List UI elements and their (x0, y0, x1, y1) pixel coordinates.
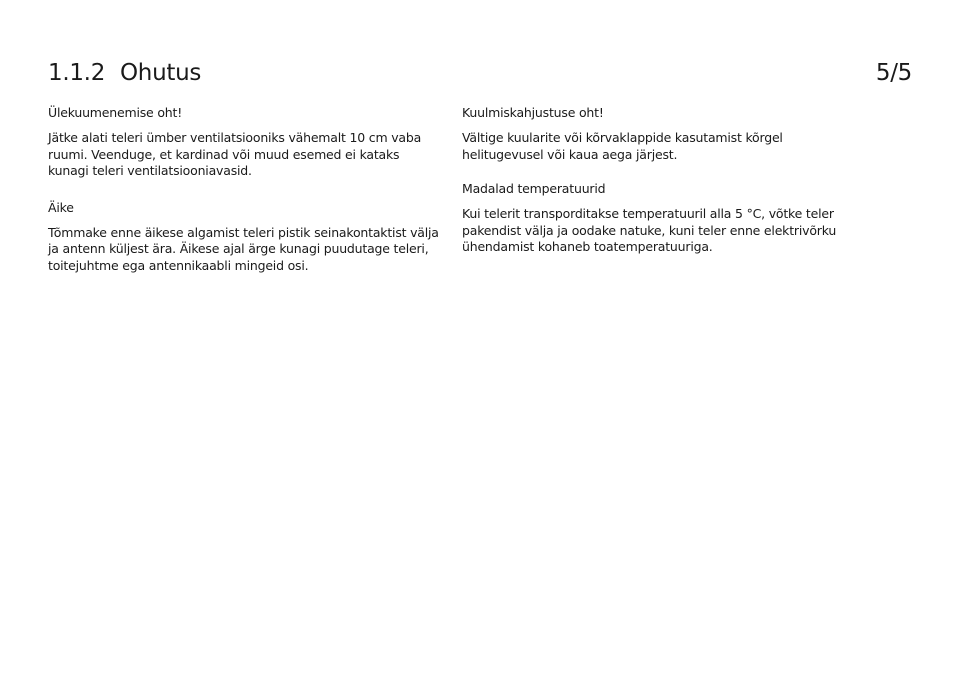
low-temperatures-heading: Madalad temperatuurid (462, 181, 606, 196)
hearing-damage-text: Vältige kuularite või kõrvaklappide kasutamist kõrgel helitugevusel või kaua aega järjest. (462, 130, 783, 162)
hearing-damage-heading: Kuulmiskahjustuse oht! (462, 105, 604, 120)
overheating-heading: Ülekuumenemise oht! (48, 105, 182, 120)
hearing-damage-block (462, 104, 842, 163)
overheating-text: Jätke alati teleri ümber ventilatsiooniks vähemalt 10 cm vaba ruumi. Veenduge, et kardinad või muud esemed ei kataks kunagi teleri ventilatsiooniavasid. (48, 130, 422, 178)
page-indicator: 5/5 (875, 60, 912, 86)
low-temperatures-block (462, 180, 842, 256)
section-title: Ohutus (120, 60, 202, 86)
overheating-block (48, 104, 443, 180)
left-column (48, 104, 443, 274)
lightning-heading: Äike (48, 199, 74, 215)
lightning-text: Tõmmake enne äikese algamist teleri pistik seinakontaktist välja ja antenn küljest ära. Äikese ajal ärge kunagi puudutage teleri, toitejuhtme ega antennikaabli mingeid osi. (48, 224, 439, 273)
page-header (48, 60, 912, 94)
section-number: 1.1.2 (48, 60, 106, 86)
right-column (462, 104, 842, 256)
lightning-block (48, 199, 443, 275)
low-temperatures-text: Kui telerit transporditakse temperatuuril alla 5 °C, võtke teler pakendist välja ja oodake natuke, kuni teler enne elektrivõrku ühendamist kohaneb toatemperatuuriga. (462, 206, 837, 254)
